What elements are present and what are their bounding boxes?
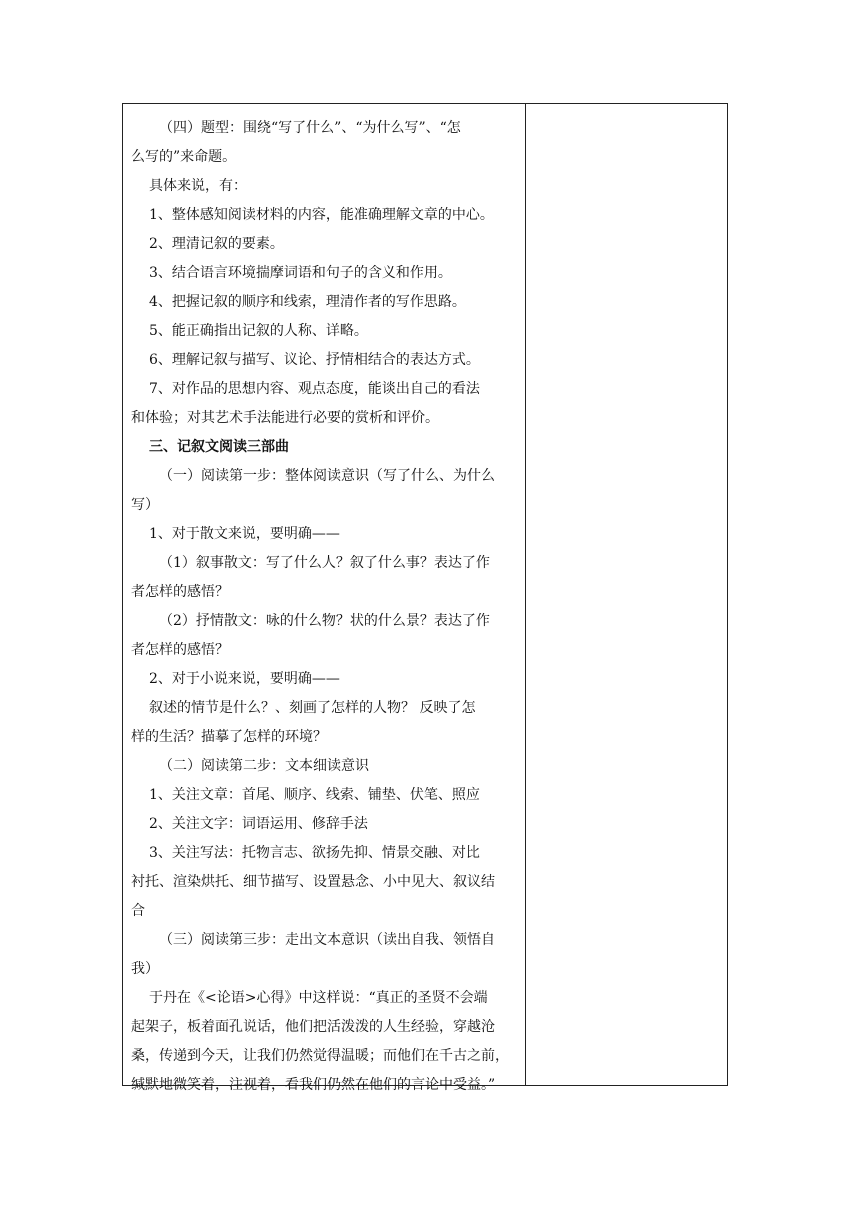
- text-line: 和体验；对其艺术手法能进行必要的赏析和评价。: [131, 410, 439, 426]
- text-line: 1、对于散文来说，要明确——: [149, 526, 340, 542]
- text-line: 2、关注文字：词语运用、修辞手法: [149, 816, 368, 832]
- text-line: 4、把握记叙的顺序和线索，理清作者的写作思路。: [149, 294, 466, 310]
- text-line: 么写的”来命题。: [131, 149, 237, 165]
- text-line: 具体来说，有：: [149, 178, 247, 194]
- text-line: 7、对作品的思想内容、观点态度，能谈出自己的看法: [149, 381, 480, 397]
- text-line: 桑，传递到今天，让我们仍然觉得温暖；而他们在千古之前，: [131, 1048, 509, 1064]
- text-line: 者怎样的感悟？: [131, 642, 229, 658]
- text-line: （1）叙事散文：写了什么人？叙了什么事？表达了作: [159, 555, 490, 571]
- text-line: 缄默地微笑着，注视着，看我们仍然在他们的言论中受益。”: [131, 1077, 496, 1093]
- text-line: （四）题型：围绕“写了什么”、“为什么写”、“怎: [159, 120, 461, 136]
- text-line: （三）阅读第三步：走出文本意识（读出自我、领悟自: [159, 932, 495, 948]
- notes-cell: [526, 104, 727, 1085]
- text-line: 6、理解记叙与描写、议论、抒情相结合的表达方式。: [149, 352, 480, 368]
- text-line: 1、整体感知阅读材料的内容，能准确理解文章的中心。: [149, 207, 494, 223]
- content-cell: [131, 114, 519, 1100]
- text-line: 2、对于小说来说，要明确——: [149, 671, 340, 687]
- text-line: 起架子，板着面孔说话，他们把活泼泼的人生经验，穿越沧: [131, 1019, 495, 1035]
- text-line: 衬托、渲染烘托、细节描写、设置悬念、小中见大、叙议结: [131, 874, 495, 890]
- text-line: 5、能正确指出记叙的人称、详略。: [149, 323, 368, 339]
- section-heading: 三、记叙文阅读三部曲: [149, 439, 289, 455]
- text-line: （一）阅读第一步：整体阅读意识（写了什么、为什么: [159, 468, 495, 484]
- text-line: 者怎样的感悟？: [131, 584, 229, 600]
- text-line: 写）: [131, 497, 159, 513]
- text-line: 样的生活？描摹了怎样的环境？: [131, 729, 327, 745]
- text-line: 1、关注文章：首尾、顺序、线索、铺垫、伏笔、照应: [149, 787, 480, 803]
- text-line: 3、关注写法：托物言志、欲扬先抑、情景交融、对比: [149, 845, 480, 861]
- text-line: 我）: [131, 961, 159, 977]
- text-line: （二）阅读第二步：文本细读意识: [159, 758, 369, 774]
- text-line: 2、理清记叙的要素。: [149, 236, 284, 252]
- text-line: 叙述的情节是什么？、刻画了怎样的人物？ 反映了怎: [149, 700, 476, 716]
- text-line: 合: [131, 903, 145, 919]
- text-line: （2）抒情散文：咏的什么物？状的什么景？表达了作: [159, 613, 490, 629]
- text-line: 3、结合语言环境揣摩词语和句子的含义和作用。: [149, 265, 452, 281]
- text-line: 于丹在《<论语>心得》中这样说：“真正的圣贤不会端: [149, 990, 488, 1006]
- document-table: [122, 103, 728, 1093]
